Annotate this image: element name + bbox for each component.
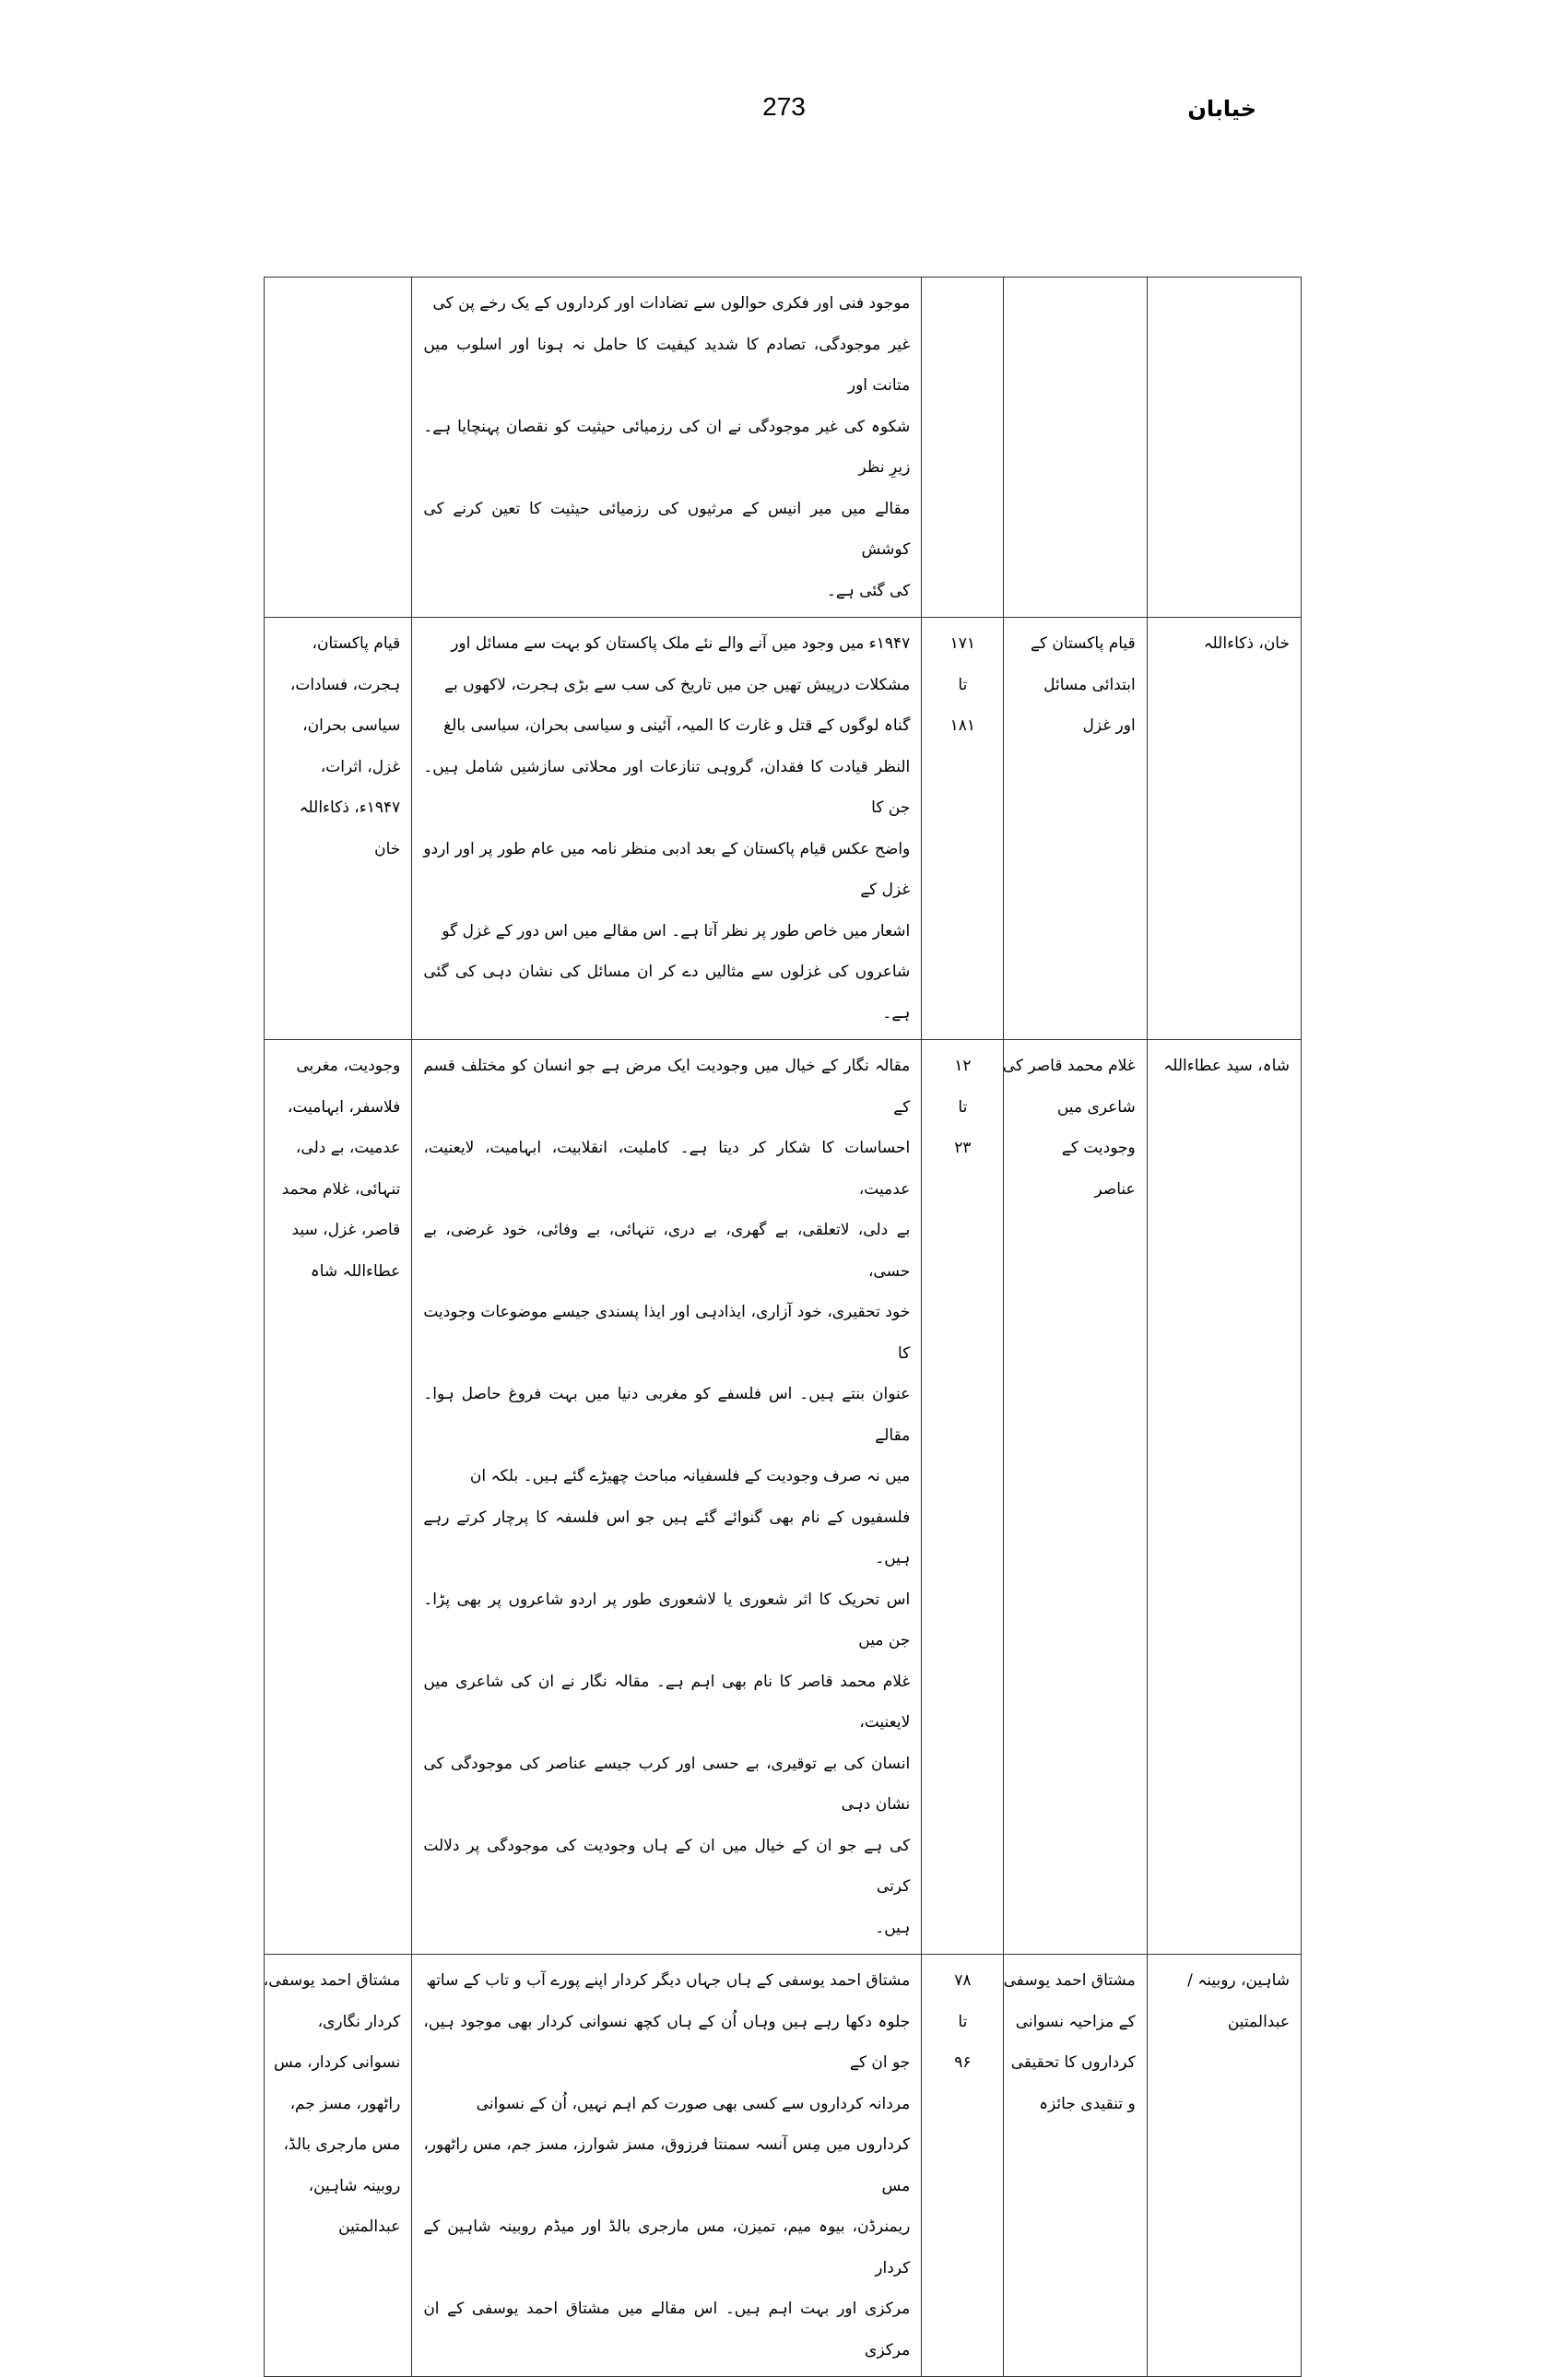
keyword-line: مس مارجری بالڈ، [283, 2135, 401, 2154]
pages-cell [922, 1040, 1004, 1955]
keyword-line: ہجرت، فسادات، [289, 675, 401, 694]
abstract-line: ۱۹۴۷ء میں وجود میں آنے والے نئے ملک پاکستان کو بہت سے مسائل اور [451, 634, 911, 653]
author-line: خان، ذکاءاللہ [1203, 634, 1290, 653]
abstract-line: کرداروں میں مِس آنسہ سمنتا فرزوق، مسز شوارز، مسز جم، مس راٹھور، مس [423, 2135, 911, 2195]
keywords-cell [265, 618, 412, 1040]
title-line: شاعری میں [1056, 1097, 1136, 1117]
pages-line: تا [958, 2012, 968, 2031]
abstract-line: اس تحریک کا اثر شعوری یا لاشعوری طور پر اردو شاعروں پر بھی پڑا۔ جن میں [423, 1590, 911, 1650]
keyword-line: ۱۹۴۷ء، ذکاءاللہ [299, 798, 401, 817]
title-line: کے مزاحیہ نسوانی [1015, 2012, 1136, 2031]
keyword-line: سیاسی بحران، [302, 716, 401, 735]
author-line: شاہین، روبینہ / [1187, 1971, 1290, 1990]
title-line: کرداروں کا تحقیقی [1010, 2053, 1136, 2072]
pages-line: تا [958, 675, 968, 694]
abstract-cell [412, 278, 922, 618]
pages-cell [922, 278, 1004, 618]
abstract-cell [412, 1955, 922, 2377]
abstract-line: غیر موجودگی، تصادم کا شدید کیفیت کا حامل نہ ہونا اور اسلوب میں متانت اور [423, 335, 911, 395]
keyword-line: کردار نگاری، [317, 2012, 401, 2031]
author-cell [1147, 278, 1301, 618]
abstract-cell [412, 1040, 922, 1955]
abstract-line: گناہ لوگوں کے قتل و غارت کا المیہ، آئینی و سیاسی بحران، سیاسی بالغ [443, 716, 911, 735]
title-line: قیام پاکستان کے [1030, 634, 1136, 653]
abstract-line: مشکلات درپیش تھیں جن میں تاریخ کی سب سے بڑی ہجرت، لاکھوں بے [444, 675, 911, 694]
keyword-line: عبدالمتین [338, 2217, 401, 2236]
keyword-line: نسوانی کردار، مس [273, 2053, 401, 2072]
table-row [265, 1955, 1302, 2377]
keyword-line: عدمیت، بے دلی، [295, 1139, 401, 1157]
title-cell [1004, 618, 1147, 1040]
keyword-line: مشتاق احمد یوسفی، [263, 1971, 401, 1990]
author-cell [1147, 618, 1301, 1040]
page-number: 273 [762, 92, 806, 121]
abstract-line: میں نہ صرف وجودیت کے فلسفیانہ مباحث چھیڑے گئے ہیں۔ بلکہ ان [469, 1467, 911, 1485]
pages-line: ۱۸۱ [949, 716, 976, 735]
abstract-line: غلام محمد قاصر کا نام بھی اہم ہے۔ مقالہ نگار نے ان کی شاعری میں لایعنیت، [423, 1672, 911, 1732]
abstract-line: شکوہ کی غیر موجودگی نے ان کی رزمیائی حیثیت کو نقصان پہنچایا ہے۔ زیرِ نظر [423, 417, 911, 477]
abstract-line: کی گئی ہے۔ [826, 581, 911, 600]
title-line: اور غزل [1082, 716, 1136, 735]
pages-cell [922, 1955, 1004, 2377]
abstract-line: ریمنرڈن، بیوہ میم، تمیزن، مس مارجری بالڈ اور میڈم روبینہ شاہین کے کردار [423, 2217, 911, 2277]
index-table [264, 277, 1302, 2377]
abstract-line: خود تحقیری، خود آزاری، ایذادہی اور ایذا پسندی جیسے موضوعات وجودیت کا [423, 1303, 911, 1363]
abstract-line: ہیں۔ [875, 1918, 911, 1937]
keywords-cell [265, 1955, 412, 2377]
abstract-line: بے دلی، لاتعلقی، بے گھری، بے دری، تنہائی، بے وفائی، خود غرضی، بے حسی، [423, 1221, 911, 1281]
author-cell [1147, 1040, 1301, 1955]
pages-line: ۷۸ [954, 1971, 972, 1990]
table-row [265, 618, 1302, 1040]
abstract-line: احساسات کا شکار کر دیتا ہے۔ کاملیت، انقلابیت، ابہامیت، لایعنیت، عدمیت، [423, 1139, 911, 1199]
title-line: و تنقیدی جائزہ [1039, 2094, 1136, 2113]
pages-cell [922, 618, 1004, 1040]
title-line: ابتدائی مسائل [1043, 675, 1136, 694]
abstract-line: شاعروں کی غزلوں سے مثالیں دے کر ان مسائل کی نشان دہی کی گئی ہے۔ [423, 963, 911, 1023]
abstract-line: جلوہ دکھا رہے ہیں وہاں اُن کے ہاں کچھ نسوانی کردار بھی موجود ہیں، جو ان کے [423, 2012, 911, 2072]
author-line: عبدالمتین [1227, 2012, 1290, 2031]
title-cell [1004, 1040, 1147, 1955]
title-cell [1004, 278, 1147, 618]
pages-line: ۱۲ [954, 1057, 972, 1075]
abstract-line: مرکزی اور بہت اہم ہیں۔ اس مقالے میں مشتاق احمد یوسفی کے ان مرکزی [423, 2300, 911, 2359]
title-cell [1004, 1955, 1147, 2377]
title-line: وجودیت کے [1061, 1139, 1136, 1157]
abstract-line: مقالے میں میر انیس کے مرثیوں کی رزمیائی حیثیت کا تعین کرنے کی کوشش [423, 499, 911, 559]
pages-line: ۱۷۱ [949, 634, 976, 653]
abstract-line: واضح عکس قیام پاکستان کے بعد ادبی منظر نامہ میں عام طور پر اور اردو غزل کے [423, 839, 911, 899]
title-line: عناصر [1094, 1179, 1136, 1199]
keyword-line: وجودیت، مغربی [296, 1057, 401, 1075]
abstract-line: انسان کی بے توقیری، بے حسی اور کرب جیسے عناصر کی موجودگی کی نشان دہی [423, 1754, 911, 1814]
author-cell [1147, 1955, 1301, 2377]
keyword-line: قاصر، غزل، سید [291, 1221, 401, 1239]
abstract-line: مردانہ کرداروں سے کسی بھی صورت کم اہم نہیں، اُن کے نسوانی [476, 2094, 911, 2113]
keyword-line: غزل، اثرات، [320, 757, 401, 776]
title-line: غلام محمد قاصر کی [1002, 1057, 1136, 1075]
keyword-line: خان [374, 839, 401, 858]
keyword-line: فلاسفر، ابہامیت، [287, 1097, 401, 1117]
keyword-line: عطاءاللہ شاہ [310, 1261, 401, 1281]
abstract-cell [412, 618, 922, 1040]
keywords-cell [265, 1040, 412, 1955]
abstract-line: اشعار میں خاص طور پر نظر آتا ہے۔ اس مقالے میں اس دور کے غزل گو [442, 921, 911, 940]
abstract-line: مشتاق احمد یوسفی کے ہاں جہاں دیگر کردار اپنے پورے آب و تاب کے ساتھ [426, 1971, 911, 1990]
keyword-line: قیام پاکستان، [312, 634, 401, 653]
pages-line: ۲۳ [954, 1139, 972, 1157]
table-row [265, 278, 1302, 618]
keywords-cell [265, 278, 412, 618]
abstract-line: النظر قیادت کا فقدان، گروہی تنازعات اور محلاتی سازشیں شامل ہیں۔ جن کا [423, 757, 911, 817]
pages-line: ۹۶ [954, 2053, 972, 2072]
title-line: مشتاق احمد یوسفی [1003, 1971, 1136, 1990]
abstract-line: موجود فنی اور فکری حوالوں سے تضادات اور کرداروں کے یک رخے پن کی [432, 294, 911, 313]
abstract-line: کی ہے جو ان کے خیال میں ان کے ہاں وجودیت کی موجودگی پر دلالت کرتی [423, 1836, 911, 1896]
keyword-line: تنہائی، غلام محمد [281, 1179, 401, 1199]
abstract-line: عنوان بنتے ہیں۔ اس فلسفے کو مغربی دنیا میں بہت فروغ حاصل ہوا۔ مقالے [423, 1385, 911, 1445]
running-head: خیابان [1187, 96, 1256, 122]
keyword-line: راٹھور، مسز جم، [289, 2094, 401, 2113]
author-line: شاہ، سید عطاءاللہ [1163, 1057, 1290, 1075]
pages-line: تا [958, 1097, 968, 1117]
table-row [265, 1040, 1302, 1955]
abstract-line: مقالہ نگار کے خیال میں وجودیت ایک مرض ہے جو انسان کو مختلف قسم کے [423, 1057, 911, 1117]
keyword-line: روبینہ شاہین، [308, 2176, 401, 2195]
abstract-line: فلسفیوں کے نام بھی گنوائے گئے ہیں جو اس فلسفہ کا پرچار کرتے رہے ہیں۔ [423, 1508, 911, 1567]
